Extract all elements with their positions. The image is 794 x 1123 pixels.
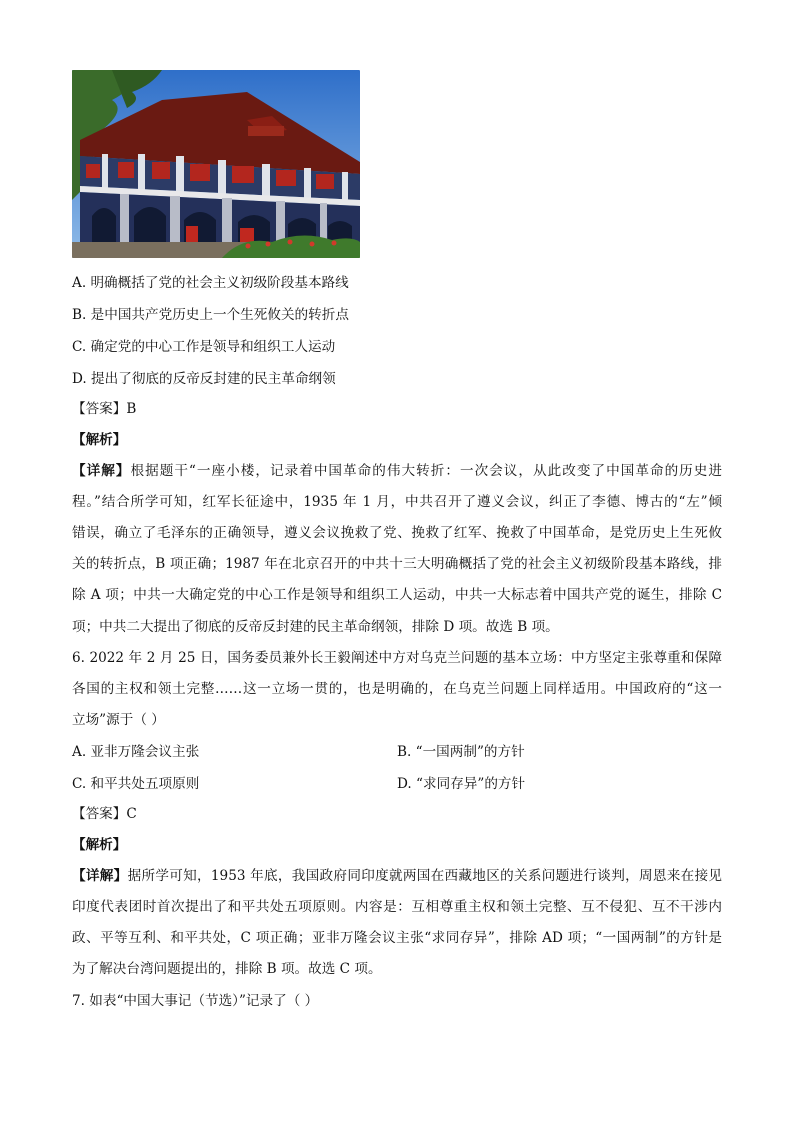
q6-answer: 【答案】C [72, 806, 137, 822]
q5-detail-line-6: 项；中共二大提出了彻底的反帝反封建的民主革命纲领，排除 D 项。故选 B 项。 [72, 619, 559, 635]
q5-option-a: A. 明确概括了党的社会主义初级阶段基本路线 [72, 275, 349, 291]
q5-analysis-heading: 【解析】 [72, 432, 127, 448]
q5-detail-line-5: 除 A 项；中共一大确定党的中心工作是领导和组织工人运动，中共一大标志着中国共产党的诞生，排除 C [72, 587, 722, 603]
q5-detail-line-4: 关的转折点，B 项正确；1987 年在北京召开的中共十三大明确概括了党的社会主义初级阶段基本路线，排 [72, 556, 722, 572]
q5-detail-line-3: 错误，确立了毛泽东的正确领导，遵义会议挽救了党、挽救了红军、挽救了中国革命，是党历史上生死攸 [72, 525, 722, 541]
q5-detail-tag: 【详解】 [72, 463, 131, 479]
q5-option-d: D. 提出了彻底的反帝反封建的民主革命纲领 [72, 371, 336, 387]
q7-stem: 7. 如表“中国大事记（节选）”记录了（ ） [72, 993, 319, 1009]
q5-option-b: B. 是中国共产党历史上一个生死攸关的转折点 [72, 307, 349, 323]
zunyi-building-photo [72, 70, 360, 258]
q6-option-a: A. 亚非万隆会议主张 [72, 744, 200, 760]
q6-detail-line-4: 为了解决台湾问题提出的，排除 B 项。故选 C 项。 [72, 961, 382, 977]
q5-answer: 【答案】B [72, 401, 137, 417]
q6-option-c: C. 和平共处五项原则 [72, 776, 200, 792]
q6-detail-tag: 【详解】 [72, 868, 128, 884]
q6-detail-line-2: 印度代表团时首次提出了和平共处五项原则。内容是：互相尊重主权和领土完整、互不侵犯、互不干涉内 [72, 899, 722, 915]
q6-stem-line-1: 6. 2022 年 2 月 25 日，国务委员兼外长王毅阐述中方对乌克兰问题的基本立场：中方坚定主张尊重和保障 [72, 650, 722, 666]
q6-detail-line-3: 政、平等互利、和平共处，C 项正确；亚非万隆会议主张“求同存异”，排除 AD 项；“一国两制”的方针是 [72, 930, 722, 946]
q6-analysis-heading: 【解析】 [72, 837, 127, 853]
q5-detail-line-2: 程。”结合所学可知，红军长征途中，1935 年 1 月，中共召开了遵义会议，纠正了李德、博古的“左”倾 [72, 494, 722, 510]
q6-stem-line-2: 各国的主权和领土完整……这一立场一贯的，也是明确的，在乌克兰问题上同样适用。中国政府的“这一 [72, 681, 722, 697]
q5-option-c: C. 确定党的中心工作是领导和组织工人运动 [72, 339, 336, 355]
q6-option-d: D. “求同存异”的方针 [397, 776, 526, 792]
q6-option-b: B. “一国两制”的方针 [397, 744, 525, 760]
q5-detail-line-1: 【详解】根据题干“一座小楼，记录着中国革命的伟大转折：一次会议，从此改变了中国革命的历史进 [72, 463, 723, 479]
q6-stem-line-3: 立场”源于（ ） [72, 712, 165, 728]
building-illustration [72, 70, 360, 258]
q6-detail-line-1: 【详解】据所学可知，1953 年底，我国政府同印度就两国在西藏地区的关系问题进行谈判，周恩来在接见 [72, 868, 723, 884]
